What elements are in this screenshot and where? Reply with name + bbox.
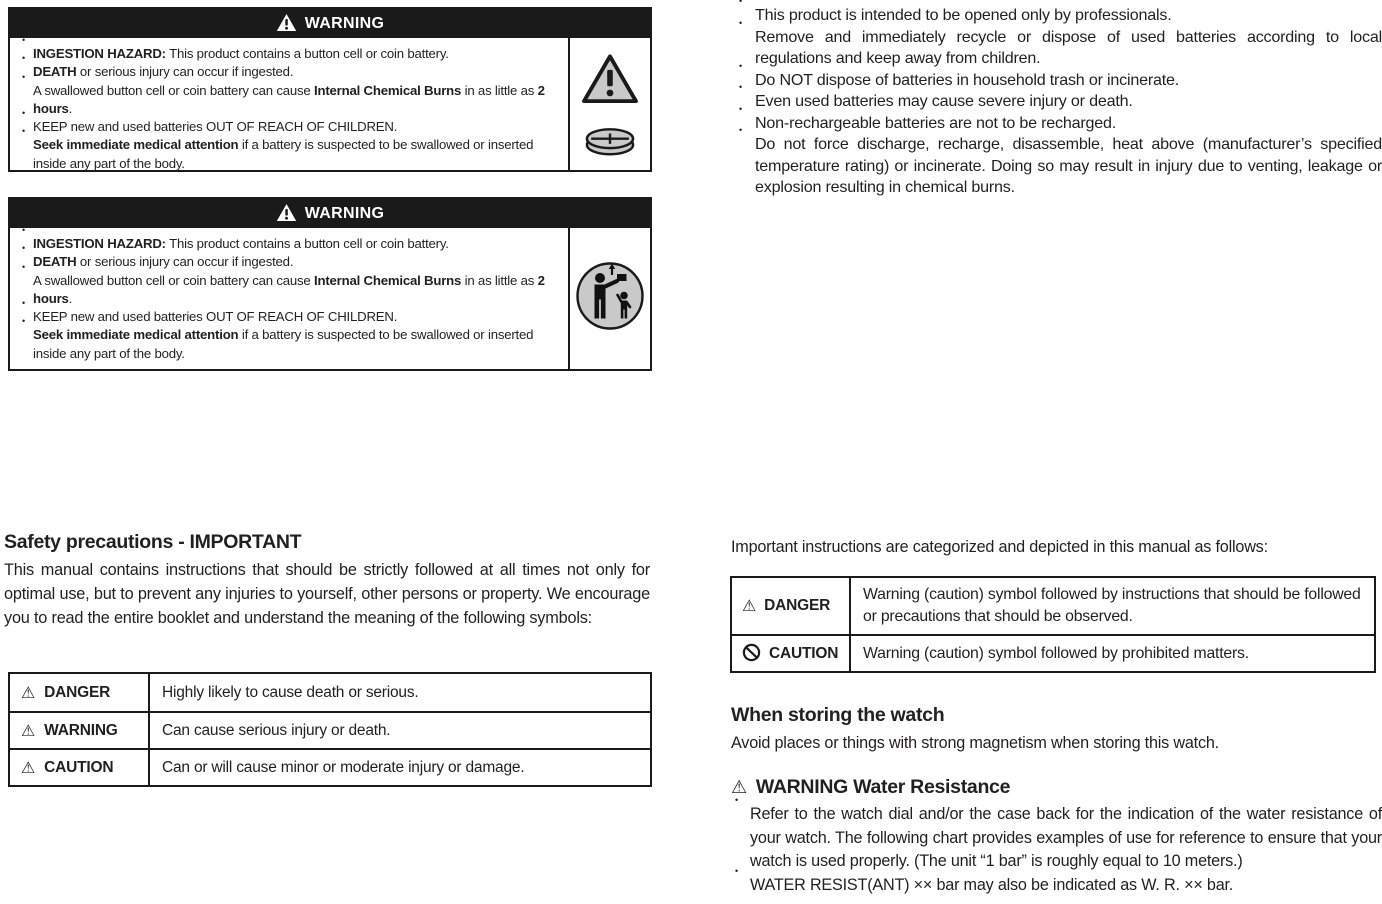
list-item: • Do not force discharge, recharge, disassemble, heat above (manufacturer’s specified temperature rating) or incinerate. Doing so may result in injury due to venting, leakage or explosion resulting in chemical burns. <box>733 134 1382 199</box>
bullet-dot <box>733 91 755 113</box>
hazard-label: DANGER <box>44 683 111 701</box>
warning-bullet-list <box>19 45 560 173</box>
hazard-label-cell <box>732 578 851 634</box>
bullet-dot <box>19 326 33 363</box>
water-resistance-title <box>731 776 1010 799</box>
hazard-description: Can or will cause minor or moderate injury or damage. <box>162 759 525 776</box>
bullet-dot <box>733 5 755 27</box>
list-item: • Remove and immediately recycle or dispose of used batteries according to local regulations and keep away from children. <box>733 27 1382 70</box>
hazard-label: CAUTION <box>44 758 114 776</box>
warning-icon-cell <box>570 228 650 369</box>
storing-watch-body: Avoid places or things with strong magnetism when storing this watch. <box>731 734 1219 752</box>
hazard-description: Highly likely to cause death or serious. <box>162 684 419 701</box>
warning-bullet: • KEEP new and used batteries OUT OF REACH OF CHILDREN. <box>19 308 560 326</box>
list-item: • Refer to the watch dial and/or the case back for the indication of the water resistance of your watch. The following chart provides examples of use for reference to ensure that your watch is used properly. (The unit “1 bar” is roughly equal to 10 meters.) <box>731 803 1382 874</box>
button-battery-icon <box>583 126 637 163</box>
battery-precaution-list <box>733 5 1382 199</box>
hazard-label-cell <box>732 636 851 671</box>
warning-triangle-icon: ⚠ <box>21 720 36 740</box>
bullet-dot <box>731 803 750 874</box>
hazard-description: Can cause serious injury or death. <box>162 722 391 739</box>
warning-bullet: • INGESTION HAZARD: This product contains a button cell or coin battery. <box>19 45 560 63</box>
list-item: • Non-rechargeable batteries are not to be recharged. <box>733 113 1382 135</box>
battery-warning-box-1 <box>8 7 652 172</box>
battery-warning-box-2 <box>8 197 652 371</box>
table-row <box>10 674 650 711</box>
hazard-label-cell <box>10 750 150 785</box>
warning-bullet: • DEATH or serious injury can occur if ingested. <box>19 63 560 81</box>
warning-bullet: • INGESTION HAZARD: This product contains a button cell or coin battery. <box>19 235 560 253</box>
hazard-label: CAUTION <box>769 644 839 662</box>
warning-body <box>10 38 650 170</box>
bullet-dot <box>733 134 755 199</box>
hazard-level-table <box>8 672 652 787</box>
warning-text-cell <box>10 38 570 170</box>
hazard-label-cell <box>10 674 150 711</box>
water-resistance-list <box>731 803 1382 897</box>
bullet-dot <box>19 136 33 173</box>
warning-triangle-icon: ⚠ <box>21 682 36 702</box>
table-row <box>732 634 1374 671</box>
warning-triangle-icon: ⚠ <box>731 776 747 798</box>
warning-header-label: WARNING <box>304 14 385 32</box>
bullet-dot <box>733 70 755 92</box>
prohibition-icon <box>742 643 761 664</box>
instructions-intro: Important instructions are categorized and depicted in this manual as follows: <box>731 538 1268 556</box>
warning-header-label: WARNING <box>304 204 385 222</box>
bullet-dot <box>733 27 755 70</box>
water-resistance-title-text: WARNING Water Resistance <box>755 776 1011 798</box>
warning-header <box>10 199 650 228</box>
list-item: • This product is intended to be opened only by professionals. <box>733 5 1382 27</box>
warning-bullet: • Seek immediate medical attention if a battery is suspected to be swallowed or inserted inside any part of the body. <box>19 136 560 173</box>
table-row <box>10 711 650 748</box>
storing-watch-title: When storing the watch <box>731 704 945 726</box>
bullet-dot <box>733 113 755 135</box>
warning-triangle-icon <box>581 53 639 109</box>
hazard-description: Warning (caution) symbol followed by instructions that should be followed or precautions that should be observed. <box>863 586 1361 625</box>
hazard-description: Warning (caution) symbol followed by prohibited matters. <box>863 644 1249 662</box>
list-item: • Do NOT dispose of batteries in household trash or incinerate. <box>733 70 1382 92</box>
warning-bullet: • Seek immediate medical attention if a battery is suspected to be swallowed or inserted inside any part of the body. <box>19 326 560 363</box>
warning-text-cell <box>10 228 570 369</box>
safety-precautions-title: Safety precautions - IMPORTANT <box>4 531 302 553</box>
hazard-label-cell <box>10 713 150 748</box>
safety-precautions-body: This manual contains instructions that should be strictly followed at all times not only for optimal use, but to prevent any injuries to yourself, other persons or property. We encourage you to read the entire booklet and understand the meaning of the following symbols: <box>4 561 650 627</box>
hazard-label: WARNING <box>44 721 118 739</box>
list-item: • Even used batteries may cause severe injury or death. <box>733 91 1382 113</box>
warning-bullet: • A swallowed button cell or coin battery can cause Internal Chemical Burns in as little as 2 hours. <box>19 82 560 119</box>
warning-bullet: • KEEP new and used batteries OUT OF REACH OF CHILDREN. <box>19 118 560 136</box>
warning-triangle-icon <box>276 13 297 34</box>
hazard-label: DANGER <box>764 597 831 614</box>
warning-body <box>10 228 650 369</box>
warning-icon-cell <box>570 38 650 170</box>
bullet-dot <box>731 874 750 898</box>
list-item: • WATER RESIST(ANT) ×× bar may also be indicated as W. R. ×× bar. <box>731 874 1382 898</box>
warning-bullet-list <box>19 235 560 363</box>
warning-triangle-icon <box>276 203 297 224</box>
table-row <box>732 578 1374 634</box>
warning-triangle-icon: ⚠ <box>742 596 757 615</box>
warning-bullet: • A swallowed button cell or coin battery can cause Internal Chemical Burns in as little as 2 hours. <box>19 272 560 309</box>
warning-triangle-icon: ⚠ <box>21 757 36 777</box>
warning-header <box>10 9 650 38</box>
keep-away-from-children-icon <box>575 261 645 336</box>
table-row <box>10 748 650 785</box>
instruction-symbol-table <box>730 576 1376 673</box>
warning-bullet: • DEATH or serious injury can occur if ingested. <box>19 253 560 271</box>
